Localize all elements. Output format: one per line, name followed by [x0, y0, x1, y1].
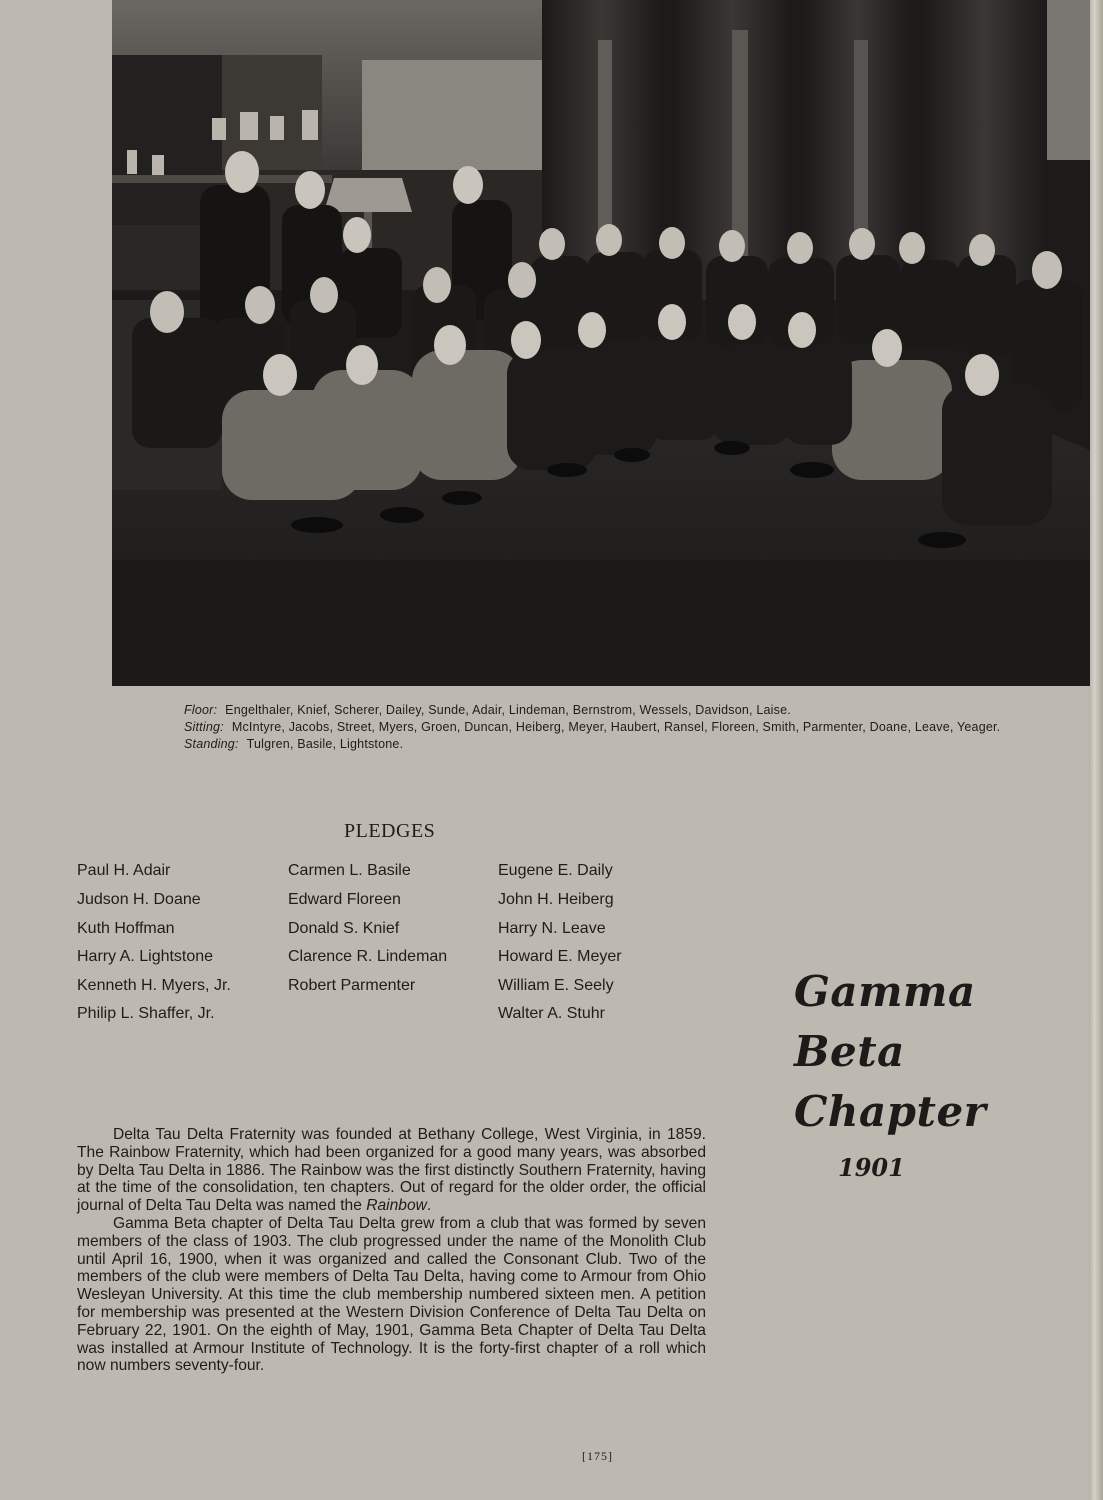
pledge-name: Donald S. Knief: [288, 920, 400, 937]
history-paragraph: Gamma Beta chapter of Delta Tau Delta grew from a club that was formed by seven members of the class of 1903. The club progressed under the name of the Monolith Club until April 16, 1900, when it was organized and called the Consonant Club. Two of the members of the club were members of Delta Tau Delta, having come to Armour from Ohio Wesleyan University. At this time the club membership numbered sixteen men. A petition for membership was presented at the Western Division Conference of Delta Tau Delta on February 22, 1901. On the eighth of May, 1901, Gamma Beta Chapter of Delta Tau Delta was installed at Armour Institute of Technology. It is the forty-first chapter of a roll which now numbers seventy-four.: [77, 1214, 706, 1375]
pledge-name: Kuth Hoffman: [77, 920, 175, 937]
caption-standing-names: Tulgren, Basile, Lightstone.: [246, 737, 404, 751]
pledge-name: Philip L. Shaffer, Jr.: [77, 1005, 215, 1022]
pledge-name: John H. Heiberg: [498, 891, 614, 908]
pledge-name: Eugene E. Daily: [498, 862, 613, 879]
journal-name: Rainbow: [366, 1197, 427, 1215]
caption-standing-label: Standing:: [184, 737, 239, 751]
pledge-name: Walter A. Stuhr: [498, 1005, 605, 1022]
pledge-name: Howard E. Meyer: [498, 948, 622, 965]
pledge-name: Paul H. Adair: [77, 862, 171, 879]
chapter-title: [794, 962, 986, 1142]
pledge-name: Robert Parmenter: [288, 977, 416, 994]
chapter-year: 1901: [838, 1153, 905, 1182]
chapter-title-line: Chapter: [794, 1087, 987, 1136]
pledges-heading: PLEDGES: [344, 820, 436, 842]
pledge-name: Carmen L. Basile: [288, 862, 411, 879]
history-text: .: [426, 1197, 432, 1215]
chapter-title-line: Beta: [794, 1027, 905, 1076]
pledge-name: Edward Floreen: [288, 891, 401, 908]
chapter-title-line: Gamma: [794, 967, 976, 1016]
chapter-history: [77, 1126, 706, 1375]
page-number: [175]: [582, 1449, 613, 1463]
caption-sitting-label: Sitting:: [184, 720, 224, 734]
pledges-list: [77, 862, 717, 1032]
pledge-name: Judson H. Doane: [77, 891, 201, 908]
group-photograph: [112, 0, 1090, 686]
caption-floor-row: [184, 702, 1044, 719]
pledge-name: Harry A. Lightstone: [77, 948, 214, 965]
caption-sitting-names: McIntyre, Jacobs, Street, Myers, Groen, Duncan, Heiberg, Meyer, Haubert, Ransel, Floreen, Smith, Parmenter, Doane, Leave, Yeager.: [231, 720, 1001, 734]
pledge-name: Harry N. Leave: [498, 920, 606, 937]
pledge-name: Kenneth H. Myers, Jr.: [77, 977, 231, 994]
caption-sitting-row: [184, 719, 1044, 736]
pledge-name: Clarence R. Lindeman: [288, 948, 448, 965]
history-text: Delta Tau Delta Fraternity was founded at Bethany College, West Virginia, in 1859. The Rainbow Fraternity, which had been organized for a good many years, was absorbed by Delta Tau Delta in 1886. The Rainbow was the first distinctly Southern Fraternity, having at the time of the consolidation, ten chapters. Out of regard for the older order, the official journal of Delta Tau Delta was named the: [77, 1126, 706, 1215]
page-edge: [1089, 0, 1103, 1500]
caption-floor-names: Engelthaler, Knief, Scherer, Dailey, Sunde, Adair, Lindeman, Bernstrom, Wessels, Davidson, Laise.: [225, 703, 791, 717]
group-photograph-art: [112, 0, 1090, 686]
caption-floor-label: Floor:: [184, 703, 218, 717]
pledge-name: William E. Seely: [498, 977, 614, 994]
photo-caption: [184, 702, 1044, 753]
history-paragraph: [77, 1126, 706, 1215]
caption-standing-row: [184, 736, 1044, 753]
